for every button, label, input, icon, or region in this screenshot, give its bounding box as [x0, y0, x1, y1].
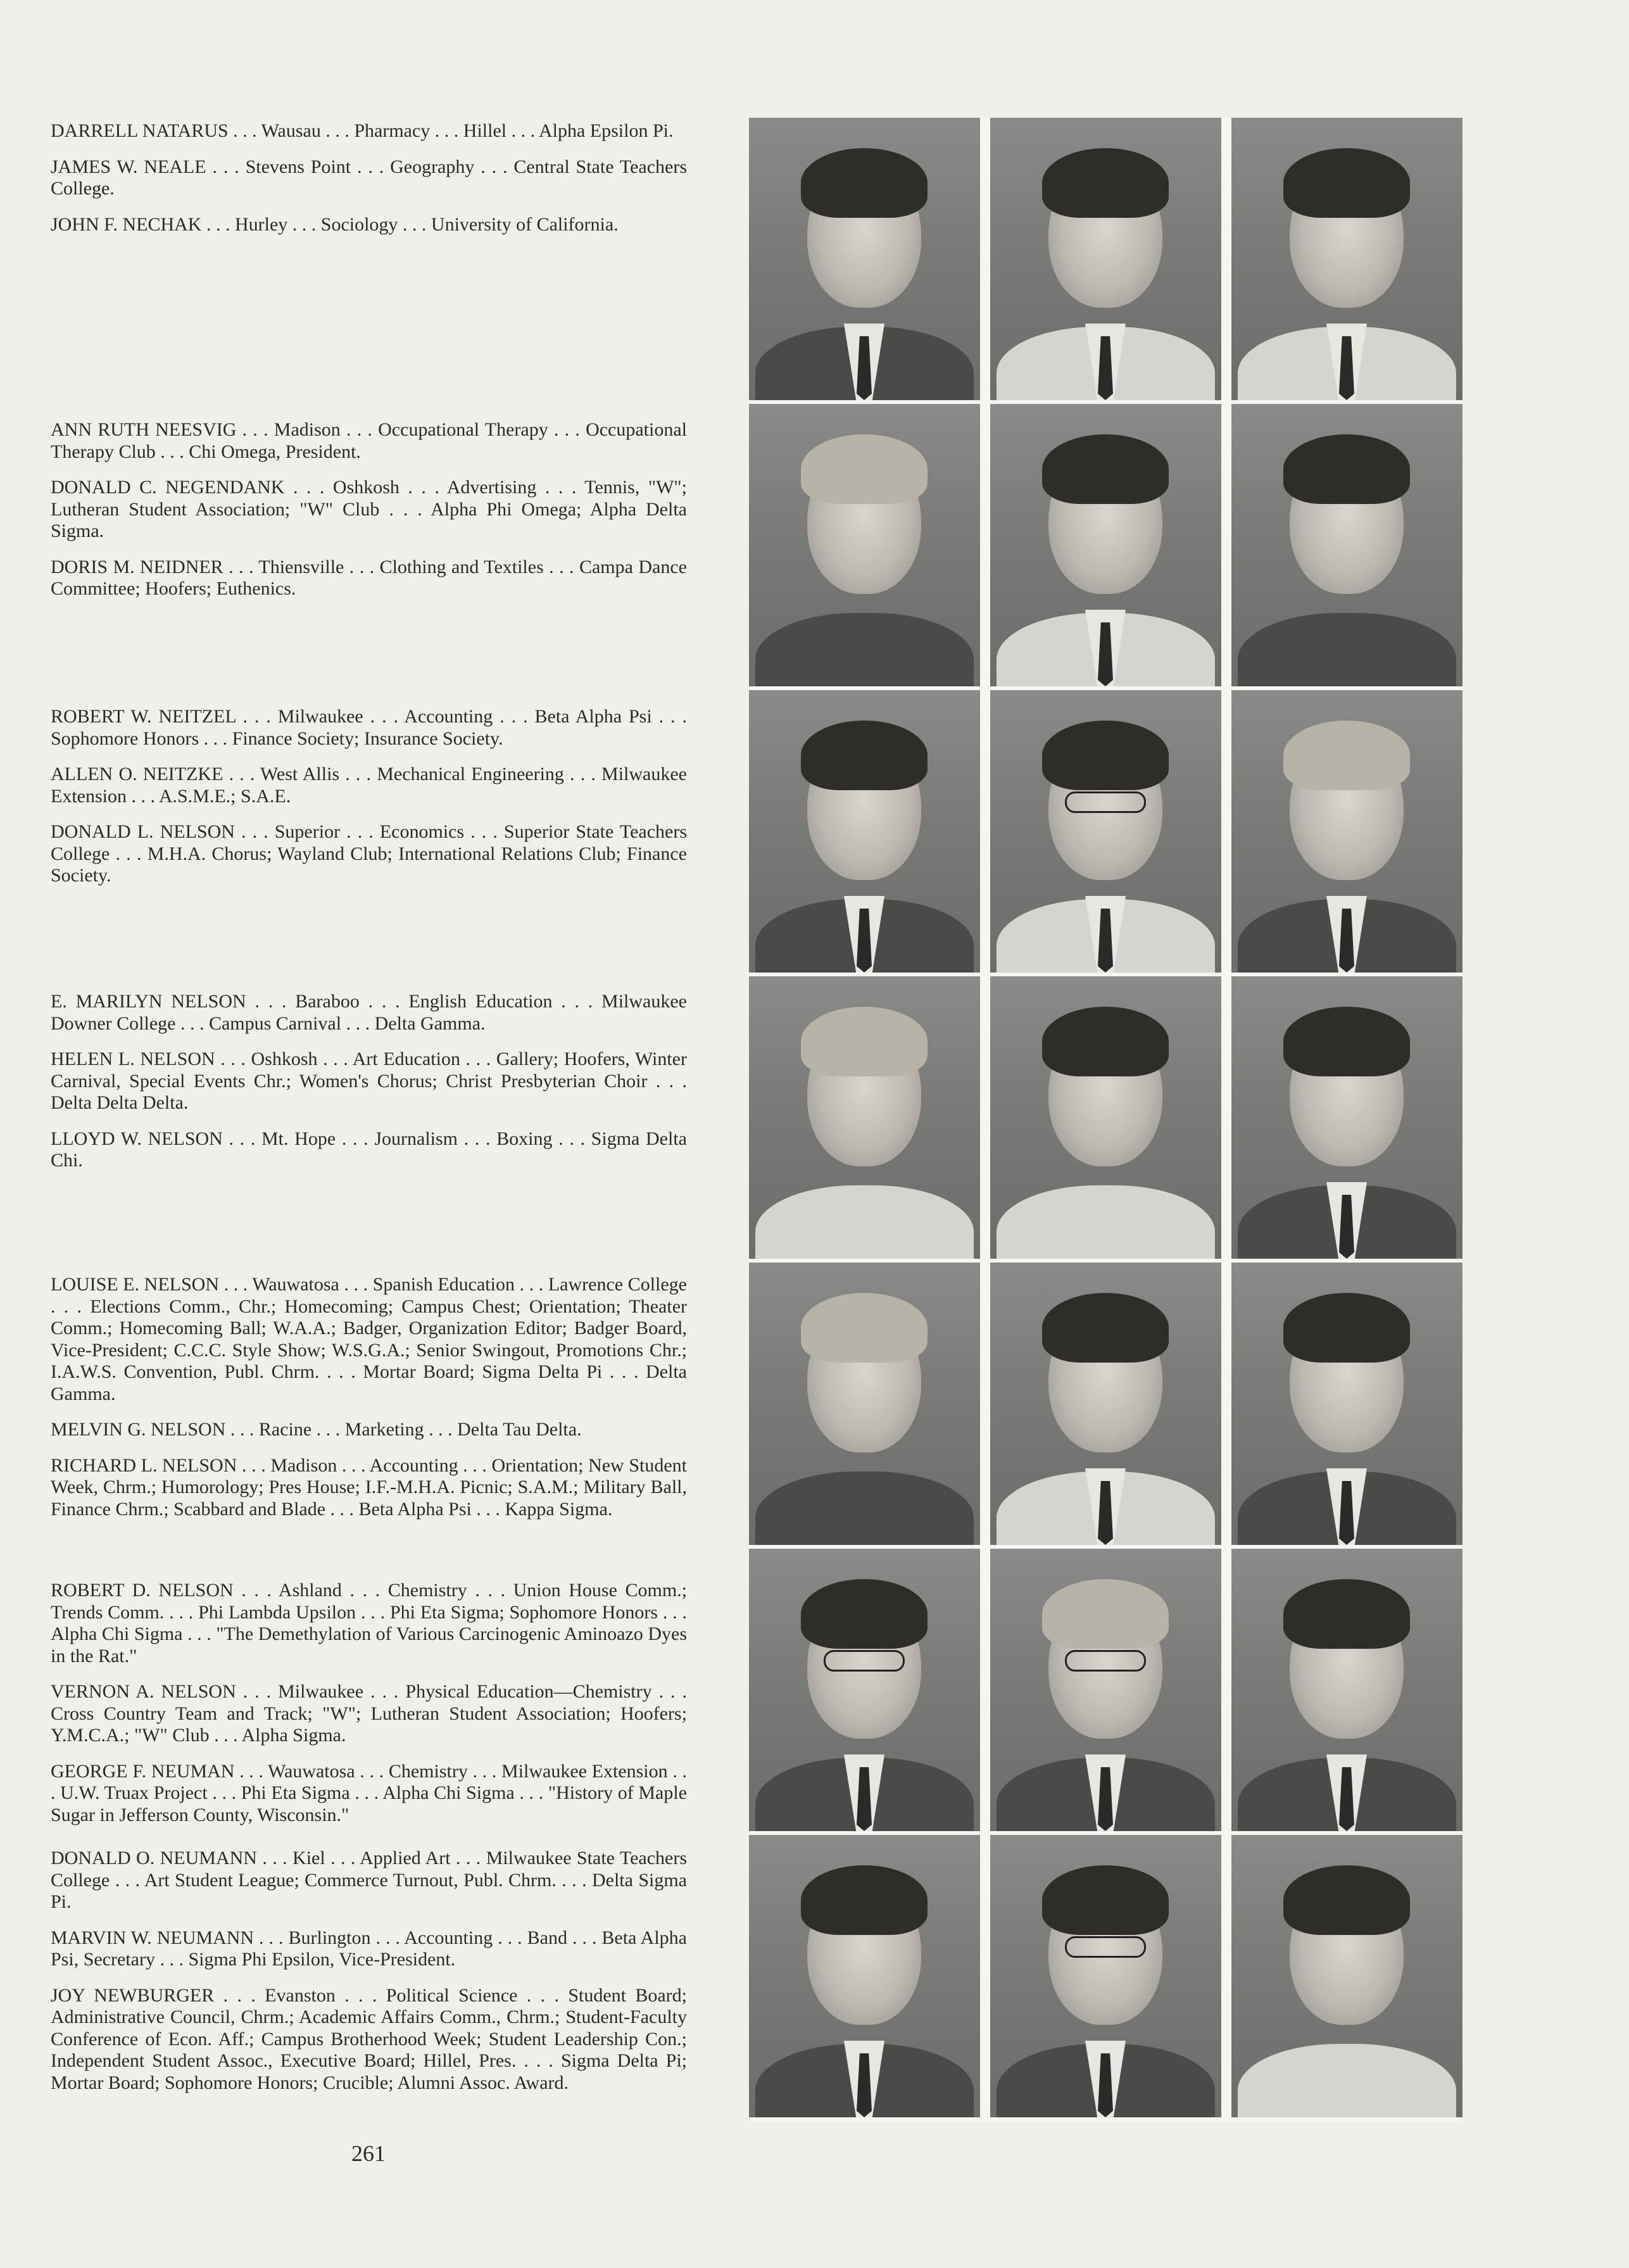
- biography-entry: JOY NEWBURGER . . . Evanston . . . Political Science . . . Student Board; Administrative Council, Chrm.; Academic Affairs Comm., Chrm.; Student-Faculty Conference of Econ. Aff.; Campus Brotherhood Week; Student Leadership Con.; Independent Student Assoc., Executive Board; Hillel, Pres. . . . Sigma Delta Pi; Mortar Board; Sophomore Honors; Crucible; Alumni Assoc. Award.: [51, 1984, 687, 2093]
- portrait-photo: [749, 1549, 980, 1831]
- portrait-photo: [990, 1549, 1221, 1831]
- portrait-photo: [990, 976, 1221, 1259]
- biography-entry: GEORGE F. NEUMAN . . . Wauwatosa . . . Chemistry . . . Milwaukee Extension . . . U.W. Truax Project . . . Phi Eta Sigma . . . Alpha Chi Sigma . . . "History of Maple Sugar in Jefferson County, Wisconsin.": [51, 1760, 687, 1825]
- portrait-photo: [1231, 404, 1462, 686]
- portrait-photo: [990, 1263, 1221, 1545]
- biography-entry: ALLEN O. NEITZKE . . . West Allis . . . Mechanical Engineering . . . Milwaukee Extension . . . A.S.M.E.; S.A.E.: [51, 764, 687, 807]
- biography-entry: DARRELL NATARUS . . . Wausau . . . Pharmacy . . . Hillel . . . Alpha Epsilon Pi.: [51, 120, 674, 141]
- glasses-icon: [1065, 791, 1146, 813]
- portrait-row: [749, 118, 1462, 403]
- biography-entry: ANN RUTH NEESVIG . . . Madison . . . Occupational Therapy . . . Occupational Therapy Club . . . Chi Omega, President.: [51, 419, 687, 462]
- portrait-photo: [1231, 118, 1462, 400]
- portrait-row: [749, 1263, 1462, 1547]
- glasses-icon: [1065, 1936, 1146, 1958]
- biography-group: [51, 1848, 687, 2108]
- portrait-photo: [1231, 976, 1462, 1259]
- biography-entry: E. MARILYN NELSON . . . Baraboo . . . English Education . . . Milwaukee Downer College . . . Campus Carnival . . . Delta Gamma.: [51, 991, 687, 1034]
- glasses-icon: [1065, 1650, 1146, 1672]
- portrait-photo: [990, 404, 1221, 686]
- biography-group: [51, 419, 687, 614]
- biography-entry: ROBERT D. NELSON . . . Ashland . . . Chemistry . . . Union House Comm.; Trends Comm. . . . Phi Lambda Upsilon . . . Phi Eta Sigma; Sophomore Honors . . . Alpha Chi Sigma . . . "The Demethylation of Various Carcinogenic Aminoazo Dyes in the Rat.": [51, 1580, 687, 1666]
- biography-entry: RICHARD L. NELSON . . . Madison . . . Accounting . . . Orientation; New Student Week, Chrm.; Humorology; Pres House; I.F.-M.H.A. Picnic; S.A.M.; Military Ball, Finance Chrm.; Scabbard and Blade . . . Beta Alpha Psi . . . Kappa Sigma.: [51, 1454, 687, 1520]
- biography-entry: JAMES W. NEALE . . . Stevens Point . . . Geography . . . Central State Teachers College.: [51, 156, 687, 199]
- biography-group: [51, 991, 687, 1186]
- portrait-photo: [749, 1835, 980, 2117]
- biography-entry: LOUISE E. NELSON . . . Wauwatosa . . . Spanish Education . . . Lawrence College . . . Elections Comm., Chr.; Homecoming; Campus Chest; Orientation; Theater Comm.; Homecoming Ball; W.A.A.; Badger, Organization Editor; Badger Board, Vice-President; C.C.C. Style Show; W.S.G.A.; Senior Swingout, Promotions Chr.; I.A.W.S. Convention, Publ. Chrm. . . . Mortar Board; Sigma Delta Pi . . . Delta Gamma.: [51, 1274, 687, 1404]
- portrait-photo: [749, 690, 980, 973]
- biography-entry: HELEN L. NELSON . . . Oshkosh . . . Art Education . . . Gallery; Hoofers, Winter Carnival, Special Events Chr.; Women's Chorus; Christ Presbyterian Choir . . . Delta Delta Delta.: [51, 1049, 687, 1113]
- biography-entry: MELVIN G. NELSON . . . Racine . . . Marketing . . . Delta Tau Delta.: [51, 1419, 582, 1440]
- biography-entry: DORIS M. NEIDNER . . . Thiensville . . . Clothing and Textiles . . . Campa Dance Committee; Hoofers; Euthenics.: [51, 556, 687, 599]
- biography-entry: DONALD L. NELSON . . . Superior . . . Economics . . . Superior State Teachers College . . . M.H.A. Chorus; Wayland Club; International Relations Club; Finance Society.: [51, 821, 687, 886]
- portrait-photo: [749, 1263, 980, 1545]
- page-number: 261: [351, 2141, 386, 2166]
- biography-group: [51, 120, 687, 249]
- portrait-photo: [1231, 1263, 1462, 1545]
- portrait-photo: [749, 118, 980, 400]
- biography-entry: DONALD C. NEGENDANK . . . Oshkosh . . . Advertising . . . Tennis, "W"; Lutheran Student Association; "W" Club . . . Alpha Phi Omega; Alpha Delta Sigma.: [51, 477, 687, 541]
- portrait-photo: [990, 1835, 1221, 2117]
- biography-entry: JOHN F. NECHAK . . . Hurley . . . Sociology . . . University of California.: [51, 213, 619, 235]
- portrait-row: [749, 1549, 1462, 1834]
- glasses-icon: [824, 1650, 905, 1672]
- biography-entry: DONALD O. NEUMANN . . . Kiel . . . Applied Art . . . Milwaukee State Teachers College . . . Art Student League; Commerce Turnout, Publ. Chrm. . . . Delta Sigma Pi.: [51, 1848, 687, 1912]
- biography-group: [51, 1274, 687, 1534]
- portrait-photo: [749, 404, 980, 686]
- portrait-row: [749, 1835, 1462, 2120]
- portrait-photo: [990, 118, 1221, 400]
- portrait-photo: [749, 976, 980, 1259]
- portrait-row: [749, 690, 1462, 975]
- portrait-photo: [1231, 690, 1462, 973]
- portrait-photo: [990, 690, 1221, 973]
- biography-group: [51, 706, 687, 901]
- portrait-row: [749, 404, 1462, 689]
- biography-entry: ROBERT W. NEITZEL . . . Milwaukee . . . Accounting . . . Beta Alpha Psi . . . Sophomore Honors . . . Finance Society; Insurance Society.: [51, 706, 687, 749]
- biography-entry: VERNON A. NELSON . . . Milwaukee . . . Physical Education—Chemistry . . . Cross Country Team and Track; "W"; Lutheran Student Association; Hoofers; Y.M.C.A.; "W" Club . . . Alpha Sigma.: [51, 1681, 687, 1746]
- portrait-photo: [1231, 1835, 1462, 2117]
- biography-entry: LLOYD W. NELSON . . . Mt. Hope . . . Journalism . . . Boxing . . . Sigma Delta Chi.: [51, 1128, 687, 1171]
- biography-group: [51, 1580, 687, 1840]
- portrait-photo: [1231, 1549, 1462, 1831]
- portrait-row: [749, 976, 1462, 1261]
- biography-entry: MARVIN W. NEUMANN . . . Burlington . . . Accounting . . . Band . . . Beta Alpha Psi, Secretary . . . Sigma Phi Epsilon, Vice-President.: [51, 1927, 687, 1970]
- portrait-grid: [749, 118, 1462, 2122]
